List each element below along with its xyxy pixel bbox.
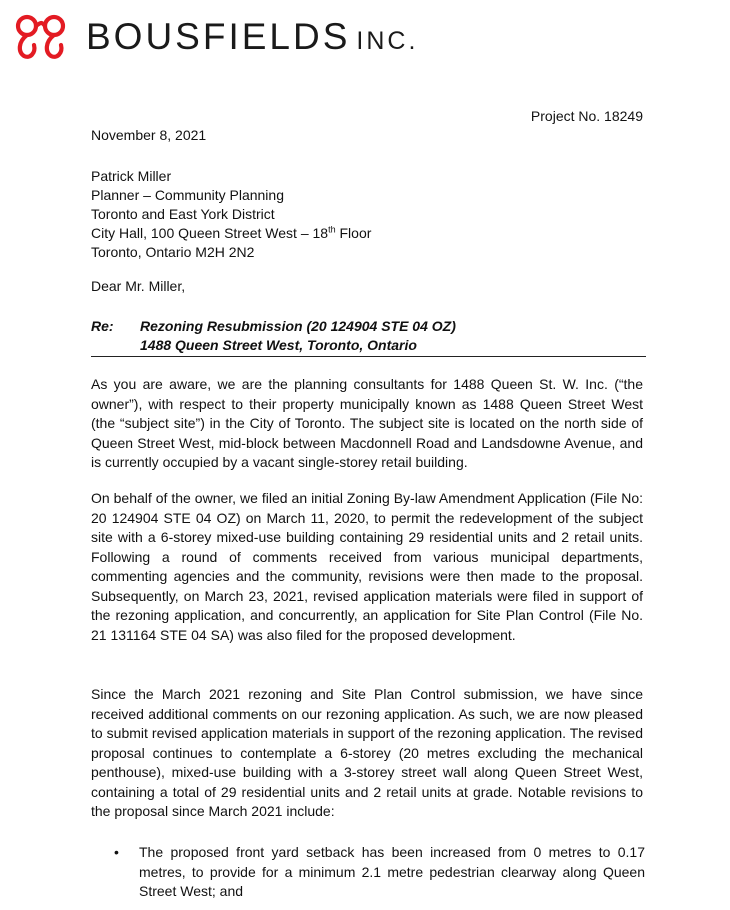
bousfields-logo-icon [12,12,70,60]
street-ordinal-suffix: th [328,224,336,235]
company-logo [12,12,418,60]
subject-lines [140,317,456,355]
subject-line-1: Rezoning Resubmission (20 124904 STE 04 OZ) [140,318,456,334]
street-main: City Hall, 100 Queen Street West – 18 [91,225,329,241]
recipient-title: Planner – Community Planning [91,187,284,203]
recipient-district: Toronto and East York District [91,206,275,222]
bullet-item-1 [114,843,645,902]
letter-date: November 8, 2021 [91,127,207,143]
recipient-address [91,167,371,262]
body-paragraph-1: As you are aware, we are the planning consultants for 1488 Queen St. W. Inc. (“the owner”), with respect to their property municipally known as 1488 Queen Street West (the “subject site”) in the City of Toronto. The subject site is located on the north side of Queen Street West, mid-block between Macdonnell Road and Landsdowne Avenue, and is currently occupied by a vacant single-storey retail building. [91,376,643,470]
subject-label: Re: [91,318,114,334]
subject-line-2: 1488 Queen Street West, Toronto, Ontario [140,337,417,353]
body-paragraph-2: On behalf of the owner, we filed an initial Zoning By-law Amendment Application (File No: 20 124904 STE 04 OZ) on March 11, 2020, to permit the redevelopment of the subject site with a 6-storey mixed-use building containing 29 residential units and 2 retail units. Following a round of comments received from various municipal departments, commenting agencies and the community, revisions were then made to the proposal. Subsequently, on March 23, 2021, revised application materials were filed in support of the rezoning application, and concurrently, an application for Site Plan Control (File No. 21 131164 STE 04 SA) was also filed for the proposed development. [91,490,643,643]
project-number: Project No. 18249 [530,108,643,124]
street-floor: Floor [335,225,372,241]
bullet-icon: • [114,844,119,860]
subject-divider [91,356,646,357]
company-wordmark [86,15,419,57]
body-paragraph-3: Since the March 2021 rezoning and Site Plan Control submission, we have since received additional comments on our rezoning application. As such, we are now pleased to submit revised application materials in support of the rezoning application. The revised proposal continues to contemplate a 6-storey (20 metres excluding the mechanical penthouse), mixed-use building with a 3-storey street wall along Queen Street West, containing a total of 29 residential units and 2 retail units at grade. Notable revisions to the proposal since March 2021 include: [91,686,643,819]
recipient-street [91,224,371,243]
company-suffix: INC. [356,26,419,55]
company-name: BOUSFIELDS [86,15,351,57]
salutation: Dear Mr. Miller, [91,278,186,294]
recipient-name: Patrick Miller [91,168,172,184]
bullet-text: The proposed front yard setback has been increased from 0 metres to 0.17 metres, to provide for a minimum 2.1 metre pedestrian clearway along Queen Street West; and [139,844,645,899]
recipient-city: Toronto, Ontario M2H 2N2 [91,244,255,260]
